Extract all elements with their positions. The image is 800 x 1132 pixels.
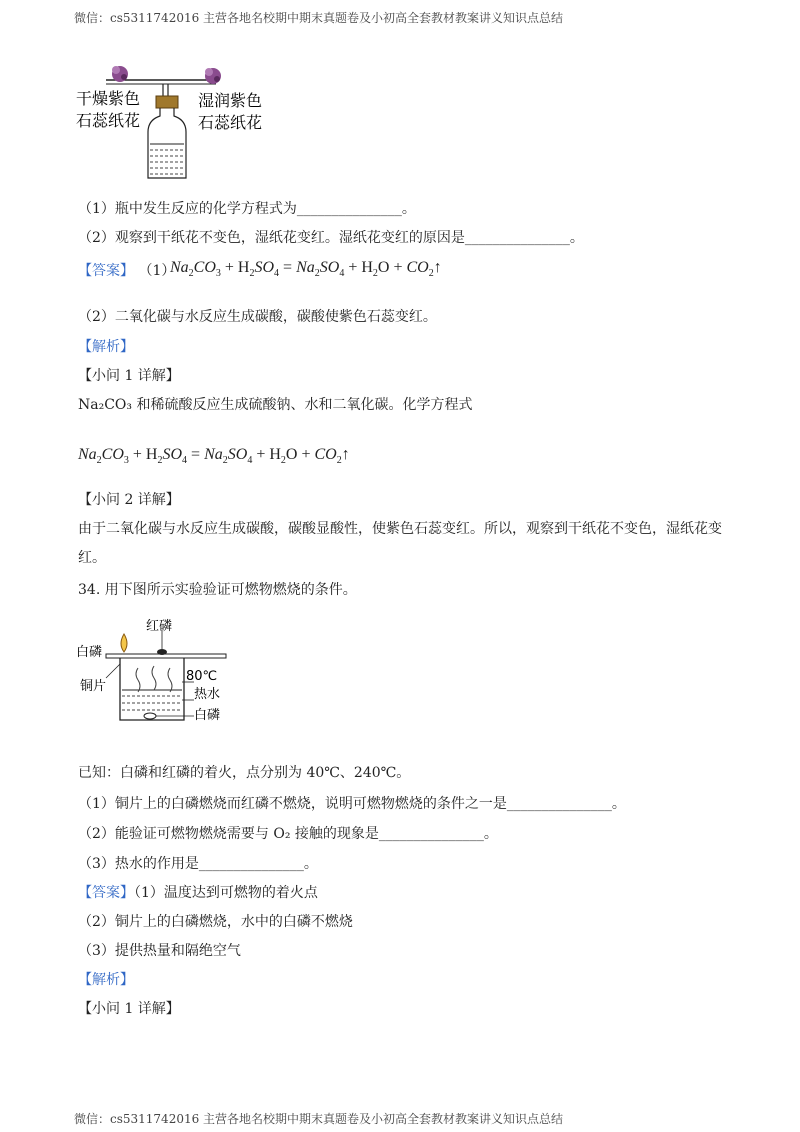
q34-answer-line <box>78 884 318 902</box>
right-label-2: 石蕊纸花 <box>198 113 263 132</box>
page-header: 微信：cs5311742016 主营各地名校期中期末真题卷及小初高全套教材教案讲义知识点总结 <box>74 11 564 25</box>
q33-answer2: （2）二氧化碳与水反应生成碳酸，碳酸使紫色石蕊变红。 <box>78 309 437 325</box>
q34-analysis-tag: 【解析】 <box>78 972 134 988</box>
q34-answer2: （2）铜片上的白磷燃烧，水中的白磷不燃烧 <box>78 914 353 930</box>
q33-sub2: （2）观察到干纸花不变色，湿纸花变红。湿纸花变红的原因是_______________。 <box>78 230 584 246</box>
q34-sub3: （3）热水的作用是_______________。 <box>78 856 318 872</box>
label-white-phosphorus-top: 白磷 <box>76 645 103 660</box>
q33-answer-line <box>78 262 175 280</box>
q33-detail1-text: Na₂CO₃ 和稀硫酸反应生成硫酸钠、水和二氧化碳。化学方程式 <box>78 397 473 413</box>
label-copper: 铜片 <box>80 679 107 694</box>
right-label-1: 湿润紫色 <box>198 91 263 110</box>
figure-combustion <box>76 616 236 726</box>
label-temp: 80℃ <box>186 669 218 684</box>
q33-detail2-text-2: 红。 <box>78 550 106 566</box>
page-footer: 微信：cs5311742016 主营各地名校期中期末真题卷及小初高全套教材教案讲义知识点总结 <box>74 1112 564 1126</box>
q34-answer-tag: 【答案】 <box>78 885 134 901</box>
q33-analysis-tag: 【解析】 <box>78 339 134 355</box>
label-red-phosphorus: 红磷 <box>146 619 173 634</box>
q33-detail2-title: 【小问 2 详解】 <box>78 492 180 508</box>
equation-answer: $Na_2CO_3 + H_2SO_4 = Na_2SO_4 + H_2O$ + $CO_2↑$ <box>170 259 442 280</box>
q34-answer3: （3）提供热量和隔绝空气 <box>78 943 241 959</box>
answer-tag: 【答案】 <box>78 263 134 279</box>
figure-bottle-flowers <box>76 58 286 188</box>
answer1-prefix: （1） <box>138 263 176 279</box>
q33-detail1-title: 【小问 1 详解】 <box>78 368 180 384</box>
left-label-1: 干燥紫色 <box>76 89 141 108</box>
equation-detail: $Na_2CO_3 + H_2SO_4 = Na_2SO_4 + H_2O$ + $CO_2↑$ <box>78 446 350 467</box>
label-water: 热水 <box>194 687 221 702</box>
wet-flower-icon <box>205 68 221 84</box>
q34-sub1: （1）铜片上的白磷燃烧而红磷不燃烧，说明可燃物燃烧的条件之一是_______________。 <box>78 796 626 812</box>
q34-known: 已知：白磷和红磷的着火，点分别为 40℃、240℃。 <box>78 765 411 781</box>
q34-detail1-title: 【小问 1 详解】 <box>78 1001 180 1017</box>
label-white-phosphorus-bottom: 白磷 <box>194 708 221 723</box>
dry-flower-icon <box>112 66 128 82</box>
q33-detail2-text-1: 由于二氧化碳与水反应生成碳酸，碳酸显酸性，使紫色石蕊变红。所以，观察到干纸花不变色，湿纸花变 <box>78 521 722 537</box>
left-label-2: 石蕊纸花 <box>76 111 141 130</box>
q34-title: 34. 用下图所示实验验证可燃物燃烧的条件。 <box>78 582 357 598</box>
flame-icon <box>121 634 127 652</box>
q34-sub2: （2）能验证可燃物燃烧需要与 O₂ 接触的现象是_______________。 <box>78 826 498 842</box>
q33-sub1: （1）瓶中发生反应的化学方程式为_______________。 <box>78 201 416 217</box>
q34-answer1: （1）温度达到可燃物的着火点 <box>134 885 318 901</box>
